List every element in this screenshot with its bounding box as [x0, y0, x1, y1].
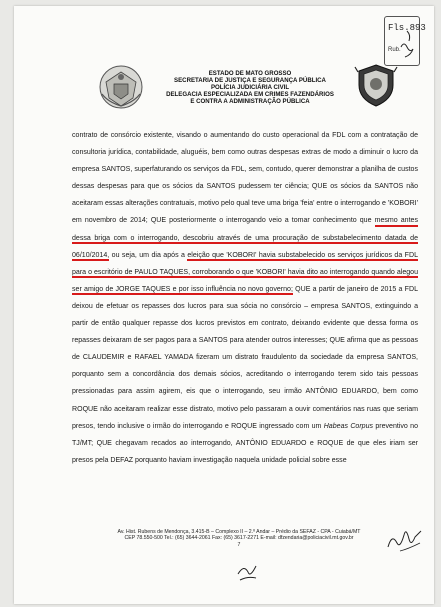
text-segment: preventivo no TJ/MT; QUE chegavam recados ao interrogando, ANTÔNIO EDUARDO e ROQUE de que eles iriam ser presos pela DEFAZ porquanto haviam investigação naquela unidade policial sobre esse: [72, 422, 418, 464]
document-header: [150, 70, 350, 105]
police-badge-icon: [354, 62, 398, 108]
header-secretariat: SECRETARIA DE JUSTIÇA E SEGURANÇA PÚBLICA: [174, 77, 326, 85]
deposition-paragraph: [72, 127, 418, 469]
document-footer: [100, 529, 378, 548]
text-segment: QUE a partir de janeiro de 2015 a FDL deixou de efetuar os repasses dos lucros para sua sócia no consórcio – empresa SANTOS, extinguindo a partir de então qualquer repasse dos lucros previstos em contrato, deixando evidente que dessa forma os repasses deixaram de ser pagos para a SANTOS para atender outros interesses; QUE afirma que as pessoas de CLAUDEMIR e RAFAEL YAMADA fizeram um distrato fraudulento da sociedade da empresa SANTOS, porquanto sem a concordância dos demais sócios, acreditando o interrogando terem sido tais pessoas pressionadas para assim agirem, eis que o interrogando, seu irmão ANTÔNIO EDUARDO, bem como ROQUE não aceitaram realizar esse distrato, motivo pelo passaram a ouvir comentários nas ruas que seriam presos, tendo inclusive o irmão do interrogando e ROQUE ingressado com um: [72, 285, 418, 430]
header-delegacy-scope: E CONTRA A ADMINISTRAÇÃO PÚBLICA: [190, 98, 310, 106]
signature-icon: [384, 521, 428, 557]
rubric-scribble-icon: [385, 17, 419, 65]
text-segment: ou seja, um dia após a: [109, 251, 188, 259]
text-segment: contrato de consórcio existente, visando o aumentando do custo operacional da FDL com a contratação de consultoria jurídica, contabilidade, aluguéis, bem como outras despesas extras de modo a diminuir o lucro da empresa SANTOS, superfaturando os serviços da FDL, sem, contudo, querer demonstrar a planilha de custos dessas despesas para que os sócios da SANTOS pudessem ter ciência; QUE os sócios da SANTOS não aceitaram essas alterações contratuais, motivo pelo qual teve uma briga 'feia' entre o interrogando e 'KOBORI' em novembro de 2014; QUE posteriormente o interrogando veio a tomar conhecimento que: [72, 132, 418, 225]
folio-number: Fls.893: [388, 23, 426, 33]
footer-address: Av. Hist. Rubens de Mendonça, 3.415-B – Complexo II – 2.º Andar – Prédio da SEFAZ - CPA - Cuiabá/MT: [117, 529, 361, 535]
highlighted-passage: mesmo antes dessa briga com o interrogando, descobriu através de uma procuração de substabelecimento datada de 06/10/2014,: [72, 217, 418, 261]
state-coat-of-arms-icon: [98, 64, 144, 110]
footer-page-number: 7: [237, 541, 241, 548]
folio-rubric-label: Rub.: [388, 47, 401, 53]
footer-contact: CEP 78.550-500 Tel.: (65) 3644-2061 Fax: (65) 3617-2271 E-mail: dfzendaria@policiacivil.mt.gov.br: [124, 535, 354, 542]
initials-signature-icon: [232, 558, 262, 586]
italic-term: Habeas Corpus: [323, 422, 374, 430]
folio-stamp: [384, 16, 426, 66]
header-delegacy: DELEGACIA ESPECIALIZADA EM CRIMES FAZENDÁRIOS: [166, 91, 334, 99]
header-state: ESTADO DE MATO GROSSO: [208, 70, 292, 77]
document-page: [14, 6, 434, 604]
header-police: POLÍCIA JUDICIÁRIA CIVIL: [210, 84, 290, 92]
deposition-text: [72, 127, 418, 469]
highlighted-passage: eleição que 'KOBORI' havia substabelecido os serviços jurídicos da FDL para o escritório de PAULO TAQUES, corroborando o que 'KOBORI' havia dito ao interrogando quando alegou ser amigo de JORGE TAQUES e por isso influência no novo governo;: [72, 252, 418, 296]
